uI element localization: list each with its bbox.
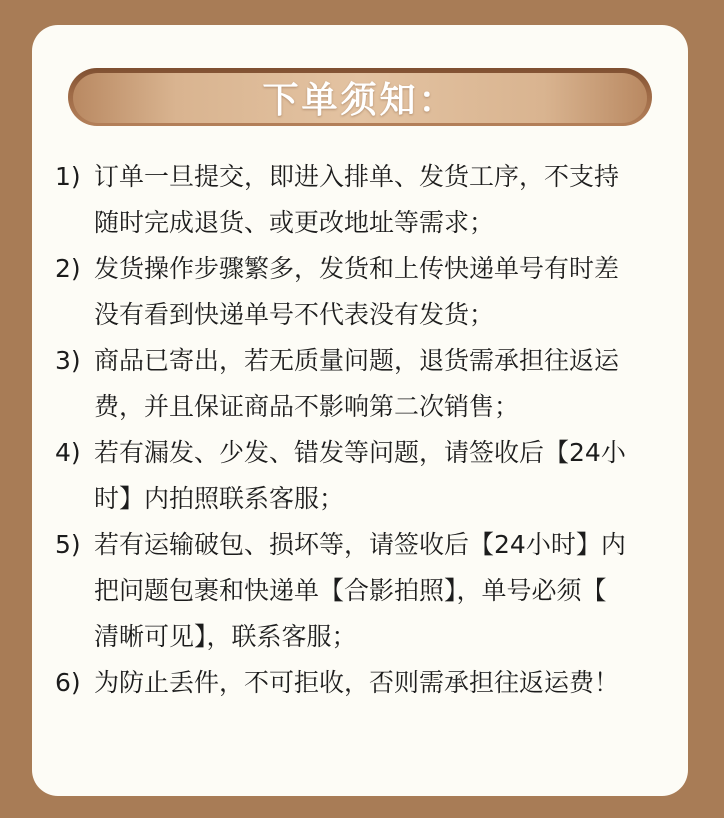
title-banner (68, 68, 652, 126)
rule-line: 随时完成退货、或更改地址等需求； (94, 208, 495, 237)
rule-line: 时】内拍照联系客服； (94, 484, 345, 513)
rules-list (55, 154, 675, 706)
rule-line: 清晰可见】，联系客服； (94, 622, 357, 651)
rule-text (94, 246, 675, 338)
rule-line: 费，并且保证商品不影响第二次销售； (94, 392, 520, 421)
page-title: 下单须知： (262, 79, 458, 121)
rule-number: 6) (55, 668, 81, 697)
rule-text (94, 522, 675, 660)
rule-number: 3) (55, 346, 81, 375)
rule-number: 1) (55, 162, 81, 191)
rule-line: 为防止丢件，不可拒收，否则需承担往返运费！ (94, 668, 620, 697)
rule-item-6 (55, 660, 675, 706)
rule-number: 5) (55, 530, 81, 559)
rule-number: 4) (55, 438, 81, 467)
rule-line: 商品已寄出，若无质量问题，退货需承担往返运 (94, 346, 620, 375)
rule-text (94, 154, 675, 246)
rule-item-1 (55, 154, 675, 246)
rule-line: 没有看到快递单号不代表没有发货； (94, 300, 495, 329)
rule-line: 若有漏发、少发、错发等问题，请签收后【24小 (94, 438, 626, 467)
rule-text (94, 430, 675, 522)
rule-line: 把问题包裹和快递单【合影拍照】，单号必须【 (94, 576, 607, 605)
notice-card (32, 25, 688, 796)
rule-item-2 (55, 246, 675, 338)
rule-line: 订单一旦提交，即进入排单、发货工序，不支持 (94, 162, 620, 191)
rule-item-5 (55, 522, 675, 660)
rule-item-3 (55, 338, 675, 430)
rule-line: 发货操作步骤繁多，发货和上传快递单号有时差 (94, 254, 620, 283)
rule-text (94, 660, 675, 706)
rule-number: 2) (55, 254, 81, 283)
rule-text (94, 338, 675, 430)
rule-line: 若有运输破包、损坏等，请签收后【24小时】内 (94, 530, 626, 559)
rule-item-4 (55, 430, 675, 522)
